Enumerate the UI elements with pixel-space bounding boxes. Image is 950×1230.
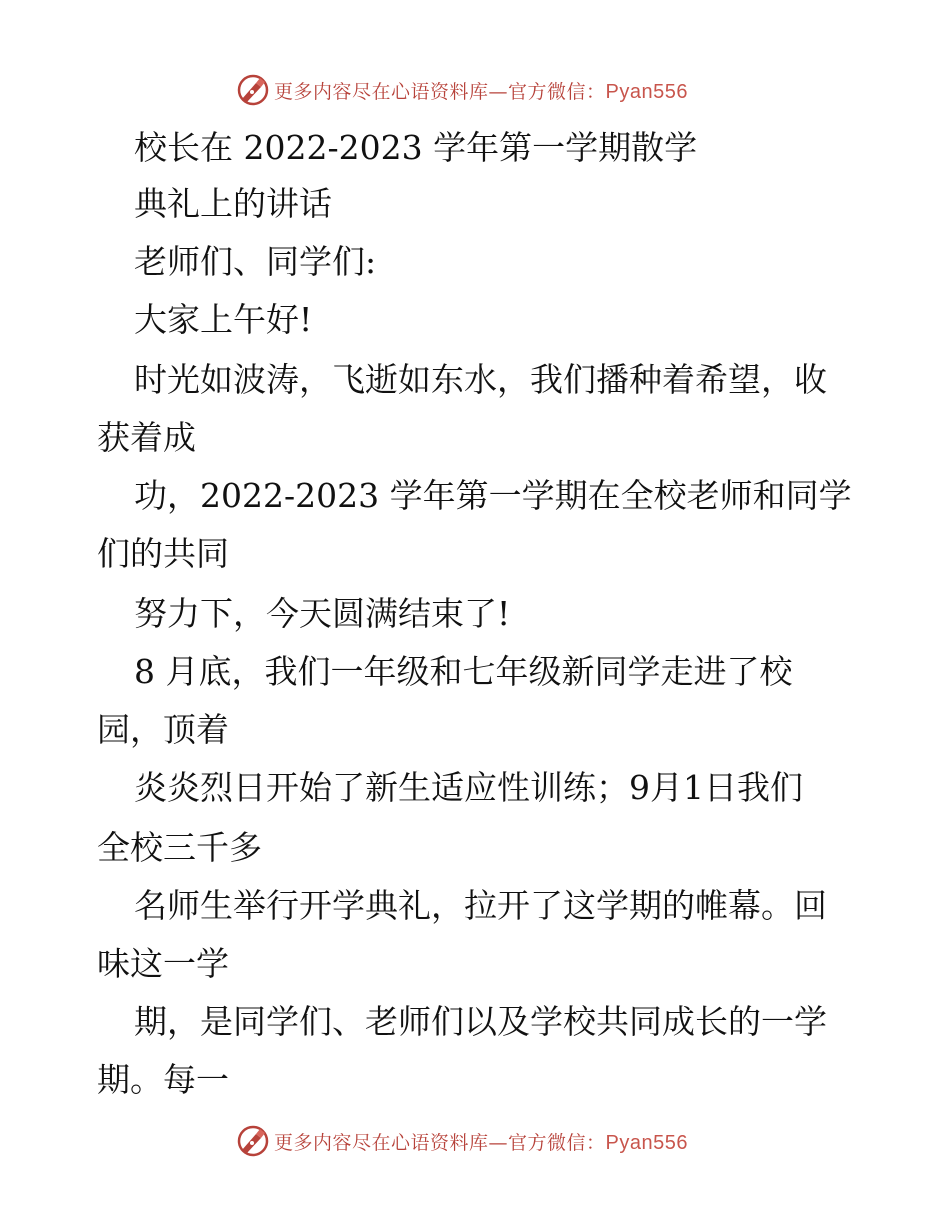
paragraph-line: 期。每一 (97, 1060, 229, 1099)
paragraph-line: 园，顶着 (97, 710, 229, 749)
watermark-brand: 更多内容尽在心语资料库—官方微信： (274, 80, 606, 103)
title-line-2: 典礼上的讲话 (134, 184, 332, 223)
paragraph-line: 努力下，今天圆满结束了! (134, 594, 511, 633)
paragraph-line: 功，2022-2023 学年第一学期在全校老师和同学 (134, 476, 852, 515)
paragraph-line: 获着成 (97, 418, 196, 457)
title-line-1: 校长在 2022-2023 学年第一学期散学 (134, 128, 698, 167)
paragraph-line: 名师生举行开学典礼，拉开了这学期的帷幕。回 (134, 886, 827, 925)
watermark-text (274, 1128, 688, 1155)
watermark-brand: 更多内容尽在心语资料库—官方微信： (274, 1131, 606, 1154)
watermark-wechat-id: Pyan556 (605, 1131, 688, 1154)
paragraph-line: 时光如波涛，飞逝如东水，我们播种着希望，收 (134, 360, 827, 399)
pen-nib-logo-icon (236, 73, 270, 107)
pen-nib-logo-icon (236, 1124, 270, 1158)
watermark-footer (236, 1121, 756, 1161)
watermark-wechat-id: Pyan556 (605, 80, 688, 103)
paragraph-line: 全校三千多 (97, 828, 262, 867)
paragraph-line: 味这一学 (97, 944, 229, 983)
paragraph-line: 8 月底，我们一年级和七年级新同学走进了校 (134, 652, 793, 691)
greeting-line: 大家上午好! (134, 300, 313, 339)
watermark-header (236, 70, 756, 110)
paragraph-line: 期，是同学们、老师们以及学校共同成长的一学 (134, 1002, 827, 1041)
watermark-text (274, 77, 688, 104)
paragraph-line: 们的共同 (97, 534, 229, 573)
paragraph-line: 炎炎烈日开始了新生适应性训练；9月1日我们 (134, 768, 803, 807)
salutation-line: 老师们、同学们: (134, 242, 377, 281)
